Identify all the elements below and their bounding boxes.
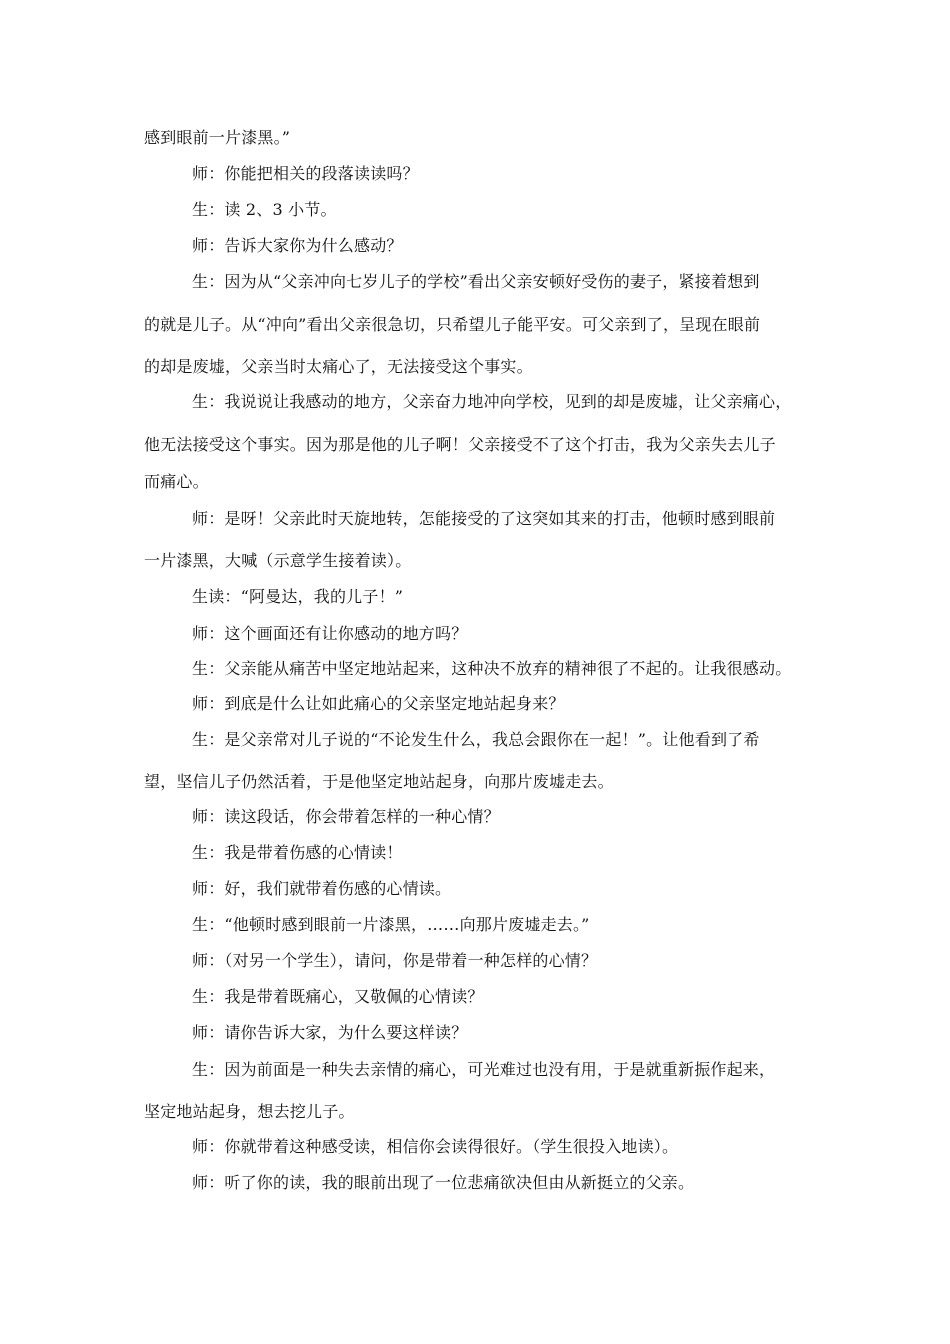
line-text: 望，坚信儿子仍然活着，于是他坚定地站起身，向那片废墟走去。 bbox=[144, 772, 614, 791]
line-text: 生：因为前面是一种失去亲情的痛心，可光难过也没有用，于是就重新振作起来， bbox=[192, 1060, 776, 1079]
line-text: 坚定地站起身，想去挖儿子。 bbox=[144, 1102, 355, 1121]
line-text: 师：到底是什么让如此痛心的父亲坚定地站起身来？ bbox=[192, 694, 565, 713]
text-line bbox=[0, 841, 950, 865]
text-line bbox=[0, 657, 950, 681]
text-line bbox=[0, 1021, 950, 1045]
line-text: 师：是呀！父亲此时天旋地转，怎能接受的了这突如其来的打击，他顿时感到眼前 bbox=[192, 509, 776, 528]
line-text: 师：好，我们就带着伤感的心情读。 bbox=[192, 879, 452, 898]
text-line bbox=[0, 270, 950, 294]
line-text: 的却是废墟，父亲当时太痛心了，无法接受这个事实。 bbox=[144, 357, 533, 376]
line-text: 师：告诉大家你为什么感动？ bbox=[192, 236, 403, 255]
line-text: 的就是儿子。从“冲向”看出父亲很急切，只希望儿子能平安。可父亲到了，呈现在眼前 bbox=[144, 315, 761, 334]
text-line bbox=[0, 913, 950, 937]
text-line bbox=[0, 770, 950, 794]
text-line bbox=[0, 622, 950, 646]
text-line bbox=[0, 1100, 950, 1124]
text-line bbox=[0, 355, 950, 379]
line-text: 生：读 2、3 小节。 bbox=[192, 200, 337, 219]
text-line bbox=[0, 728, 950, 752]
text-line bbox=[0, 805, 950, 829]
line-text: 生：我说说让我感动的地方，父亲奋力地冲向学校，见到的却是废墟，让父亲痛心， bbox=[192, 392, 792, 411]
line-text: 生：我是带着既痛心，又敬佩的心情读？ bbox=[192, 987, 484, 1006]
line-text: 师：你就带着这种感受读，相信你会读得很好。（学生很投入地读）。 bbox=[192, 1137, 679, 1156]
text-line bbox=[0, 1171, 950, 1195]
text-line bbox=[0, 470, 950, 494]
line-text: 师：听了你的读，我的眼前出现了一位悲痛欲决但由从新挺立的父亲。 bbox=[192, 1173, 695, 1192]
line-text: 师：（对另一个学生），请问，你是带着一种怎样的心情？ bbox=[192, 951, 598, 970]
line-text: 生：是父亲常对儿子说的“不论发生什么，我总会跟你在一起！”。让他看到了希 bbox=[192, 730, 760, 749]
line-text: 而痛心。 bbox=[144, 472, 209, 491]
text-line bbox=[0, 549, 950, 573]
line-text: 生：父亲能从痛苦中坚定地站起来，这种决不放弃的精神很了不起的。让我很感动。 bbox=[192, 659, 792, 678]
text-line bbox=[0, 692, 950, 716]
text-line bbox=[0, 1058, 950, 1082]
line-text: 生：“他顿时感到眼前一片漆黑，……向那片废墟走去。” bbox=[192, 915, 590, 934]
line-text: 师：你能把相关的段落读读吗？ bbox=[192, 164, 419, 183]
text-line bbox=[0, 507, 950, 531]
text-line bbox=[0, 1135, 950, 1159]
text-line bbox=[0, 877, 950, 901]
text-line bbox=[0, 162, 950, 186]
text-line bbox=[0, 198, 950, 222]
line-text: 生：因为从“父亲冲向七岁儿子的学校”看出父亲安顿好受伤的妻子，紧接着想到 bbox=[192, 272, 760, 291]
text-line bbox=[0, 126, 950, 150]
text-line bbox=[0, 949, 950, 973]
line-text: 生：我是带着伤感的心情读！ bbox=[192, 843, 403, 862]
line-text: 他无法接受这个事实。因为那是他的儿子啊！父亲接受不了这个打击，我为父亲失去儿子 bbox=[144, 435, 776, 454]
text-line bbox=[0, 313, 950, 337]
text-line bbox=[0, 433, 950, 457]
line-text: 感到眼前一片漆黑。” bbox=[144, 128, 291, 147]
line-text: 师：这个画面还有让你感动的地方吗？ bbox=[192, 624, 468, 643]
line-text: 师：读这段话，你会带着怎样的一种心情？ bbox=[192, 807, 500, 826]
text-line bbox=[0, 585, 950, 609]
line-text: 一片漆黑，大喊（示意学生接着读）。 bbox=[144, 551, 412, 570]
text-line bbox=[0, 234, 950, 258]
line-text: 生读：“阿曼达，我的儿子！” bbox=[192, 587, 404, 606]
line-text: 师：请你告诉大家，为什么要这样读？ bbox=[192, 1023, 468, 1042]
text-line bbox=[0, 390, 950, 414]
text-line bbox=[0, 985, 950, 1009]
